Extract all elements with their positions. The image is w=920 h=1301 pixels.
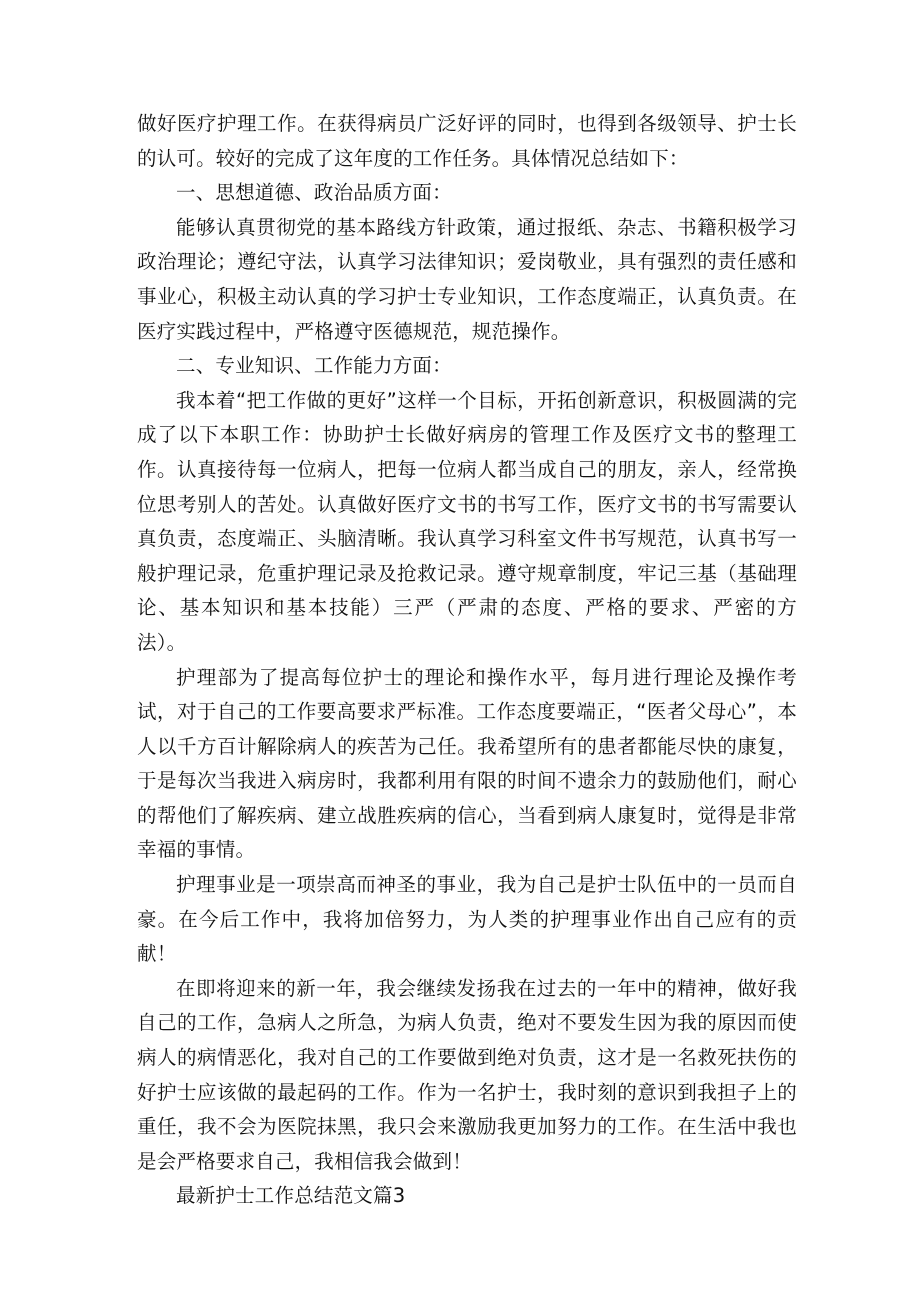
paragraph-ideology: 能够认真贯彻党的基本路线方针政策，通过报纸、杂志、书籍积极学习政治理论；遵纪守法，认真学习法律知识；爱岗敬业，具有强烈的责任感和事业心，积极主动认真的学习护士专业知识，工作态度端正，认真负责。在医疗实践过程中，严格遵守医德规范，规范操作。 — [137, 215, 797, 343]
next-article-title: 最新护士工作总结范文篇3 — [176, 1184, 406, 1208]
paragraph-new-year: 在即将迎来的新一年，我会继续发扬我在过去的一年中的精神，做好我自己的工作，急病人之所急，为病人负责，绝对不要发生因为我的原因而使病人的病情恶化，我对自己的工作要做到绝对负责，这才是一名救死扶伤的好护士应该做的最起码的工作。作为一名护士，我时刻的意识到我担子上的重任，我不会为医院抹黑，我只会来激励我更加努力的工作。在生活中我也是会严格要求自己，我相信我会做到！ — [137, 976, 797, 1173]
section-heading-professional: 二、专业知识、工作能力方面： — [176, 354, 452, 378]
document-body — [137, 107, 797, 1214]
paragraph-professional: 我本着“把工作做的更好”这样一个目标，开拓创新意识，积极圆满的完成了以下本职工作：协助护士长做好病房的管理工作及医疗文书的整理工作。认真接待每一位病人，把每一位病人都当成自己的朋友，亲人，经常换位思考别人的苦处。认真做好医疗文书的书写工作，医疗文书的书写需要认真负责，态度端正、头脑清晰。我认真学习科室文件书写规范，认真书写一般护理记录，危重护理记录及抢救记录。遵守规章制度，牢记三基（基础理论、基本知识和基本技能）三严（严肃的态度、严格的要求、严密的方法）。 — [137, 388, 797, 654]
paragraph-intro: 做好医疗护理工作。在获得病员广泛好评的同时，也得到各级领导、护士长的认可。较好的完成了这年度的工作任务。具体情况总结如下： — [137, 112, 797, 170]
paragraph-nursing-career: 护理事业是一项崇高而神圣的事业，我为自己是护士队伍中的一员而自豪。在今后工作中，我将加倍努力，为人类的护理事业作出自己应有的贡献！ — [137, 873, 797, 966]
section-heading-ideology: 一、思想道德、政治品质方面： — [176, 181, 452, 205]
paragraph-nursing-department: 护理部为了提高每位护士的理论和操作水平，每月进行理论及操作考试，对于自己的工作要高要求严标准。工作态度要端正，“医者父母心”，本人以千方百计解除病人的疾苦为己任。我希望所有的患者都能尽快的康复，于是每次当我进入病房时，我都利用有限的时间不遗余力的鼓励他们，耐心的帮他们了解疾病、建立战胜疾病的信心，当看到病人康复时，觉得是非常幸福的事情。 — [137, 665, 797, 862]
